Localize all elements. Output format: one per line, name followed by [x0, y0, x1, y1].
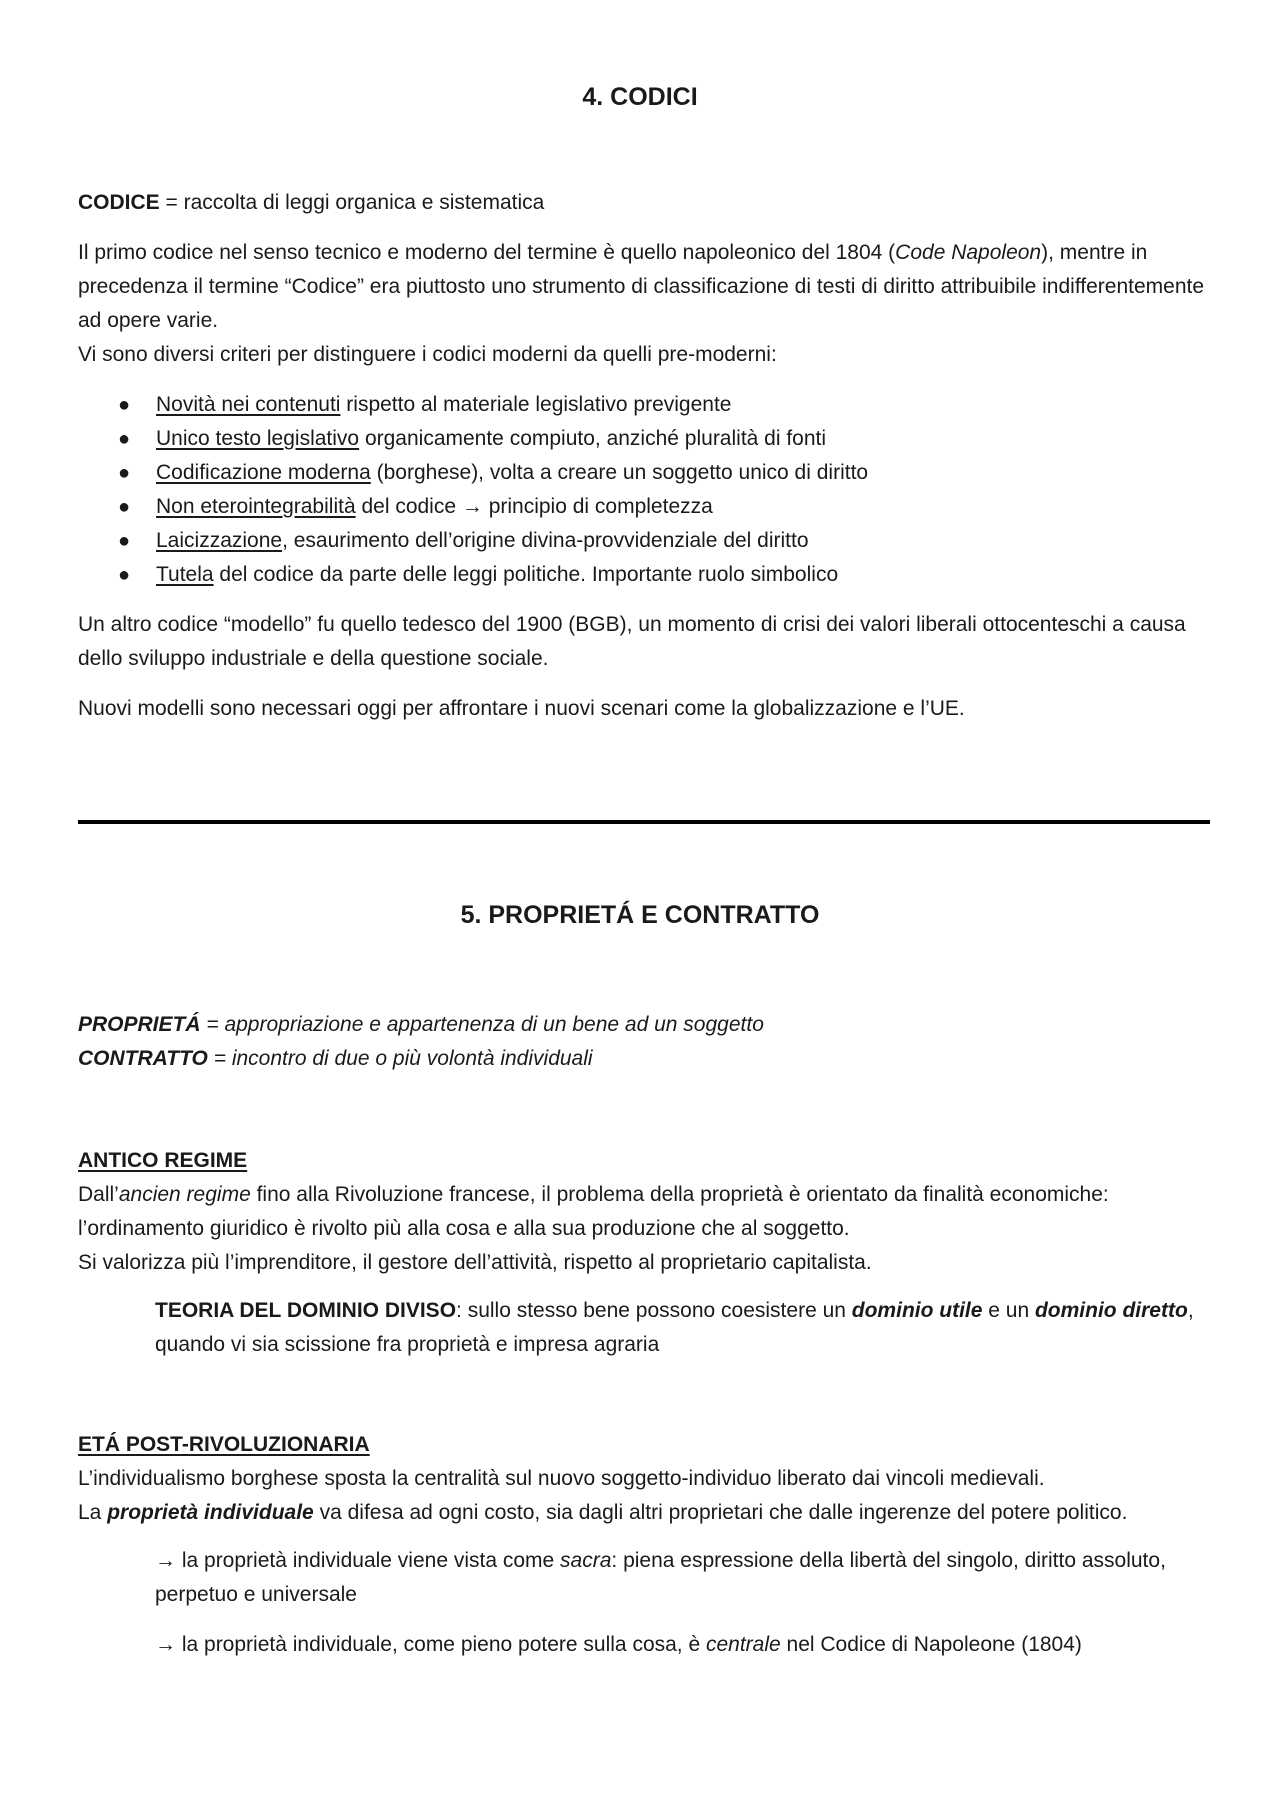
ancien-regime-heading: ANTICO REGIME: [78, 1149, 248, 1172]
criteria-intro: Vi sono diversi criteri per distinguere i codici moderni da quelli pre-moderni:: [78, 343, 777, 366]
list-item: ● Laicizzazione, esaurimento dell’origine divina-provvidenziale del diritto: [118, 529, 809, 552]
criteria-list: [78, 388, 1208, 592]
list-item: ● Codificazione moderna (borghese), volta a creare un soggetto unico di diritto: [118, 461, 869, 484]
section-5-title: 5. PROPRIETÁ E CONTRATTO: [460, 901, 820, 929]
list-item: ● Tutela del codice da parte delle leggi politiche. Importante ruolo simbolico: [118, 563, 839, 586]
dominio-diviso-theory: TEORIA DEL DOMINIO DIVISO: sullo stesso bene possono coesistere un dominio utile e un dominio diretto, quando vi sia scissione fra proprietà e impresa agraria: [155, 1299, 1194, 1356]
ancien-regime-section: [78, 1144, 1208, 1280]
post-line: L’individualismo borghese sposta la centralità sul nuovo soggetto-individuo liberato dai vincoli medievali.: [78, 1467, 1045, 1490]
codice-definition: CODICE = raccolta di leggi organica e sistematica: [78, 191, 545, 214]
codice-history-paragraph: Il primo codice nel senso tecnico e moderno del termine è quello napoleonico del 1804 (Code Napoleon), mentre in precedenza il termine “Codice” era piuttosto uno strumento di classificazione di testi di diritto attribuibile indifferentemente ad opere varie.: [78, 241, 1205, 332]
ancien-regime-line: Si valorizza più l’imprenditore, il gestore dell’attività, rispetto al proprietario capitalista.: [78, 1251, 872, 1274]
contratto-definition: CONTRATTO = incontro di due o più volontà individuali: [78, 1047, 593, 1070]
section-4-body: [78, 186, 1208, 726]
bgb-paragraph: Un altro codice “modello” fu quello tedesco del 1900 (BGB), un momento di crisi dei valori liberali ottocenteschi a causa dello sviluppo industriale e della questione sociale.: [78, 613, 1186, 670]
list-item: ● Non eterointegrabilità del codice → principio di completezza: [118, 495, 713, 518]
list-item: ● Unico testo legislativo organicamente compiuto, anziché pluralità di fonti: [118, 427, 827, 450]
post-line: La proprietà individuale va difesa ad ogni costo, sia dagli altri proprietari che dalle ingerenze del potere politico.: [78, 1501, 1128, 1524]
new-models-paragraph: Nuovi modelli sono necessari oggi per affrontare i nuovi scenari come la globalizzazione e l’UE.: [78, 697, 965, 720]
post-heading: ETÁ POST-RIVOLUZIONARIA: [78, 1433, 370, 1456]
ancien-regime-line: l’ordinamento giuridico è rivolto più alla cosa e alla sua produzione che al soggetto.: [78, 1217, 850, 1240]
codice-term: CODICE: [78, 191, 160, 214]
ancien-regime-line: Dall’ancien regime fino alla Rivoluzione francese, il problema della proprietà è orientato da finalità economiche:: [78, 1183, 1109, 1206]
post-rivoluzionaria-section: [78, 1428, 1208, 1530]
arrow-point-sacra: → la proprietà individuale viene vista come sacra: piena espressione della libertà del singolo, diritto assoluto, perpetuo e universale: [155, 1549, 1166, 1606]
arrow-point-centrale: → la proprietà individuale, come pieno potere sulla cosa, è centrale nel Codice di Napoleone (1804): [155, 1633, 1082, 1656]
definitions: [78, 1008, 1208, 1076]
list-item: ● Novità nei contenuti rispetto al materiale legislativo previgente: [118, 393, 732, 416]
section-divider: [78, 820, 1210, 824]
section-4-title: 4. CODICI: [582, 83, 698, 111]
proprieta-definition: PROPRIETÁ = appropriazione e appartenenza di un bene ad un soggetto: [78, 1013, 764, 1036]
